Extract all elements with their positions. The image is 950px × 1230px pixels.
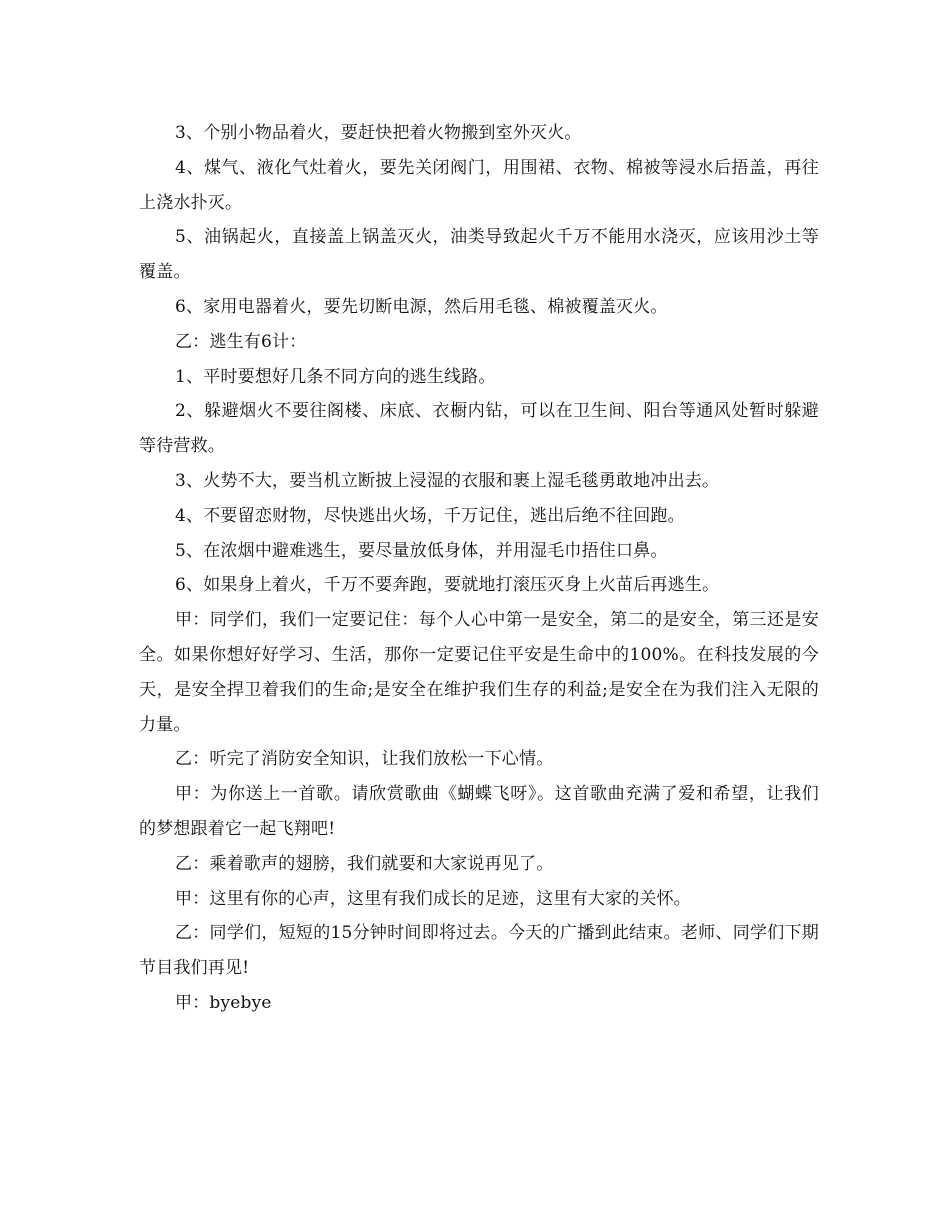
paragraph-escape-2: 2、躲避烟火不要往阁楼、床底、衣橱内钻，可以在卫生间、阳台等通风处暂时躲避等待营救。 [139,401,819,457]
paragraph-voices: 甲：这里有你的心声，这里有我们成长的足迹，这里有大家的关怀。 [175,888,691,909]
paragraph-escape-6: 6、如果身上着火，千万不要奔跑，要就地打滚压灭身上火苗后再逃生。 [175,575,720,596]
paragraph-closing: 乙：同学们，短短的15分钟时间即将过去。今天的广播到此结束。老师、同学们下期节目我们再见! [139,923,819,979]
paragraph-escape-5: 5、在浓烟中避难逃生，要尽量放低身体，并用湿毛巾捂住口鼻。 [175,540,668,561]
paragraph-safety-speech: 甲：同学们，我们一定要记住：每个人心中第一是安全，第二的是安全，第三还是安全。如果你想好好学习、生活，那你一定要记住平安是生命中的100%。在科技发展的今天，是安全捍卫着我们的生命;是安全在维护我们生存的利益;是安全在为我们注入无限的力量。 [139,610,819,735]
paragraph-escape-1: 1、平时要想好几条不同方向的逃生线路。 [175,366,496,387]
paragraph-fire-appliance: 6、家用电器着火，要先切断电源，然后用毛毯、棉被覆盖灭火。 [175,296,668,317]
paragraph-fire-oil-pan: 5、油锅起火，直接盖上锅盖灭火，油类导致起火千万不能用水浇灭，应该用沙土等覆盖。 [139,227,819,283]
paragraph-byebye: 甲：byebye [175,992,272,1013]
paragraph-escape-4: 4、不要留恋财物，尽快逃出火场，千万记住，逃出后绝不往回跑。 [175,505,685,526]
document-body [139,116,819,1021]
paragraph-song: 甲：为你送上一首歌。请欣赏歌曲《蝴蝶飞呀》。这首歌曲充满了爱和希望，让我们的梦想跟着它一起飞翔吧! [139,784,819,839]
paragraph-relax: 乙：听完了消防安全知识，让我们放松一下心情。 [175,749,554,770]
paragraph-fire-gas-stove: 4、煤气、液化气灶着火，要先关闭阀门，用围裙、衣物、棉被等浸水后捂盖，再往上浇水扑灭。 [139,157,819,213]
paragraph-escape-heading: 乙：逃生有6计： [175,331,307,352]
paragraph-escape-3: 3、火势不大，要当机立断披上浸湿的衣服和裹上湿毛毯勇敢地冲出去。 [175,470,720,491]
paragraph-goodbye: 乙：乘着歌声的翅膀，我们就要和大家说再见了。 [175,853,554,874]
paragraph-fire-small-items: 3、个别小物品着火，要赶快把着火物搬到室外灭火。 [175,123,582,143]
